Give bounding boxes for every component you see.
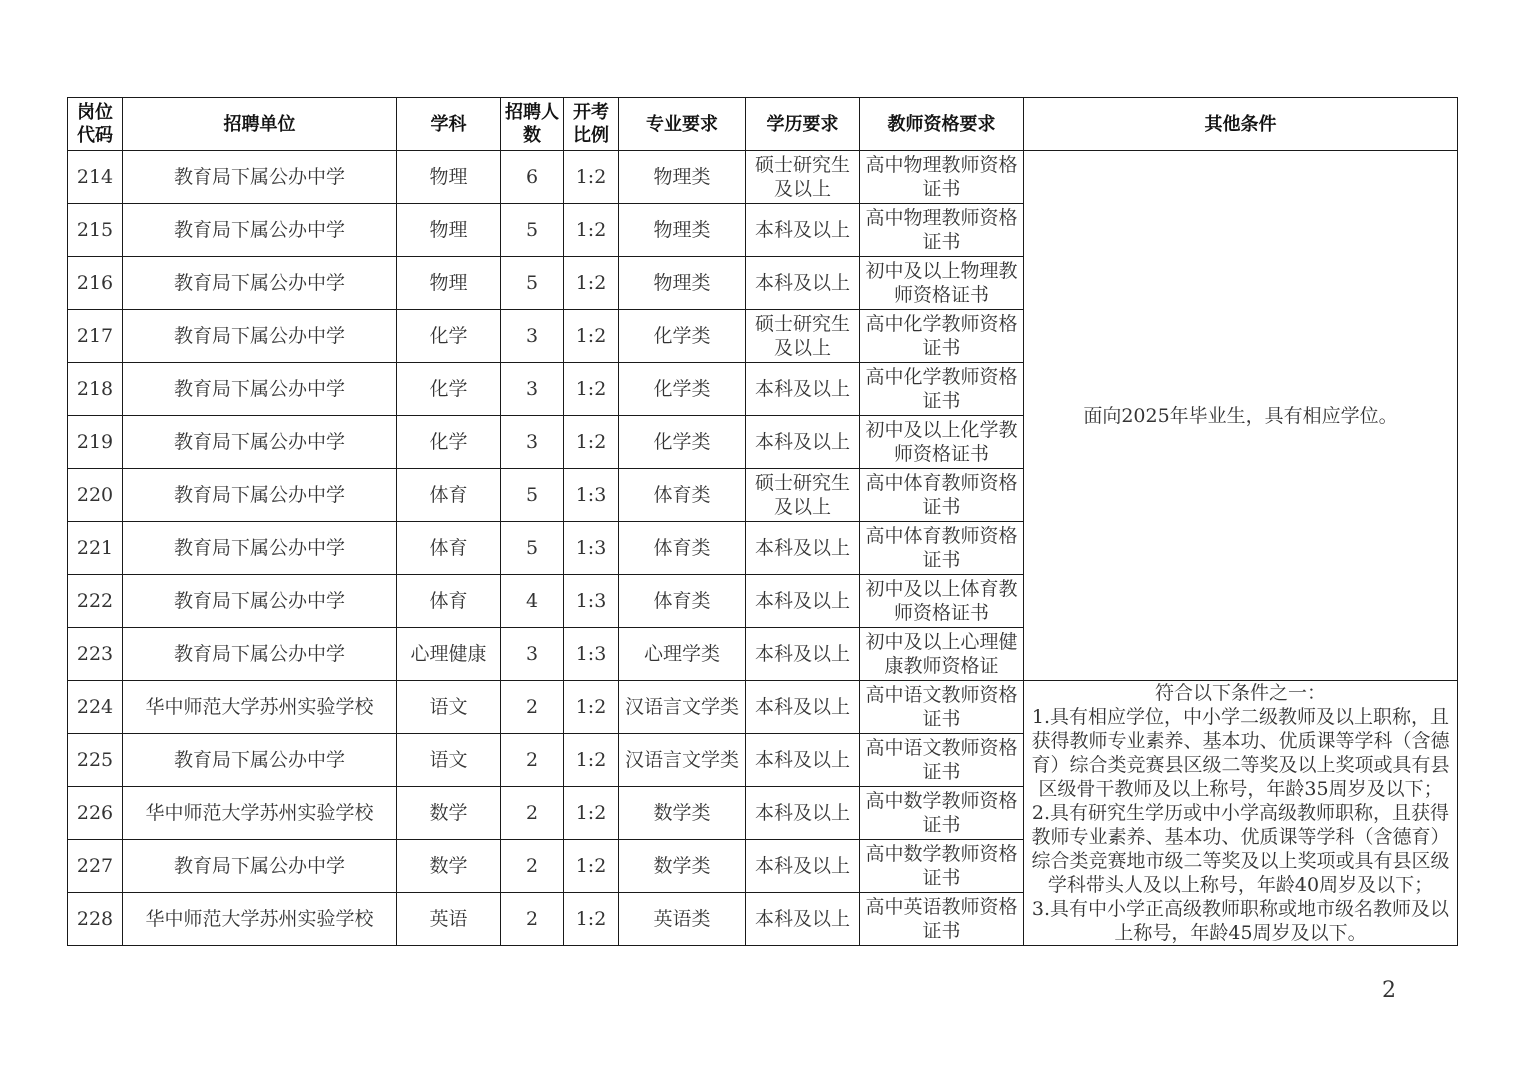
cell-major: 汉语言文学类 [619, 734, 746, 787]
cell-major: 数学类 [619, 840, 746, 893]
cell-education: 本科及以上 [746, 204, 860, 257]
cell-ratio: 1:2 [564, 416, 619, 469]
header-other: 其他条件 [1024, 98, 1458, 151]
cell-code: 215 [68, 204, 123, 257]
cell-subject: 化学 [397, 363, 501, 416]
cell-subject: 语文 [397, 681, 501, 734]
condition-line: 1.具有相应学位，中小学二级教师及以上职称，且获得教师专业素养、基本功、优质课等学科（含德育）综合类竞赛县区级二等奖及以上奖项或具有县区级骨干教师及以上称号，年龄35周岁及以下； [1031, 706, 1450, 800]
cell-code: 225 [68, 734, 123, 787]
table-row [68, 151, 1458, 204]
condition-line: 符合以下条件之一： [1154, 682, 1326, 704]
header-code: 岗位代码 [68, 98, 123, 151]
cell-education: 本科及以上 [746, 628, 860, 681]
cell-major: 物理类 [619, 257, 746, 310]
cell-code: 219 [68, 416, 123, 469]
cell-ratio: 1:2 [564, 151, 619, 204]
cell-certificate: 高中化学教师资格证书 [860, 363, 1024, 416]
cell-certificate: 高中语文教师资格证书 [860, 681, 1024, 734]
cell-education: 本科及以上 [746, 522, 860, 575]
cell-certificate: 高中物理教师资格证书 [860, 151, 1024, 204]
cell-count: 3 [501, 628, 564, 681]
cell-subject: 物理 [397, 257, 501, 310]
cell-ratio: 1:2 [564, 681, 619, 734]
cell-unit: 教育局下属公办中学 [123, 469, 397, 522]
cell-code: 220 [68, 469, 123, 522]
cell-ratio: 1:3 [564, 522, 619, 575]
cell-other-conditions [1024, 151, 1458, 681]
header-ratio: 开考比例 [564, 98, 619, 151]
cell-count: 3 [501, 363, 564, 416]
cell-ratio: 1:3 [564, 575, 619, 628]
header-certificate: 教师资格要求 [860, 98, 1024, 151]
cell-major: 物理类 [619, 204, 746, 257]
cell-count: 2 [501, 787, 564, 840]
page-number: 2 [1382, 978, 1396, 1003]
cell-major: 体育类 [619, 469, 746, 522]
cell-major: 物理类 [619, 151, 746, 204]
cell-major: 体育类 [619, 575, 746, 628]
cell-count: 5 [501, 522, 564, 575]
recruitment-table [67, 97, 1458, 946]
cell-unit: 教育局下属公办中学 [123, 363, 397, 416]
cell-count: 2 [501, 893, 564, 946]
cell-education: 本科及以上 [746, 734, 860, 787]
cell-unit: 教育局下属公办中学 [123, 257, 397, 310]
table-body [68, 151, 1458, 946]
cell-education: 本科及以上 [746, 363, 860, 416]
header-education: 学历要求 [746, 98, 860, 151]
cell-unit: 教育局下属公办中学 [123, 575, 397, 628]
cell-ratio: 1:3 [564, 628, 619, 681]
cell-certificate: 高中体育教师资格证书 [860, 469, 1024, 522]
cell-subject: 物理 [397, 151, 501, 204]
header-row [68, 98, 1458, 151]
header-count: 招聘人数 [501, 98, 564, 151]
cell-education: 硕士研究生及以上 [746, 469, 860, 522]
cell-education: 本科及以上 [746, 840, 860, 893]
cell-unit: 教育局下属公办中学 [123, 840, 397, 893]
cell-code: 224 [68, 681, 123, 734]
cell-certificate: 高中物理教师资格证书 [860, 204, 1024, 257]
cell-certificate: 高中数学教师资格证书 [860, 787, 1024, 840]
cell-count: 5 [501, 469, 564, 522]
cell-ratio: 1:3 [564, 469, 619, 522]
cell-count: 2 [501, 734, 564, 787]
cell-count: 5 [501, 204, 564, 257]
cell-education: 本科及以上 [746, 257, 860, 310]
cell-major: 化学类 [619, 363, 746, 416]
cell-education: 本科及以上 [746, 416, 860, 469]
cell-certificate: 高中体育教师资格证书 [860, 522, 1024, 575]
cell-code: 216 [68, 257, 123, 310]
cell-subject: 数学 [397, 787, 501, 840]
cell-count: 3 [501, 310, 564, 363]
cell-subject: 化学 [397, 416, 501, 469]
cell-major: 英语类 [619, 893, 746, 946]
cell-count: 4 [501, 575, 564, 628]
cell-certificate: 高中英语教师资格证书 [860, 893, 1024, 946]
cell-subject: 语文 [397, 734, 501, 787]
cell-other-conditions [1024, 681, 1458, 946]
cell-certificate: 初中及以上化学教师资格证书 [860, 416, 1024, 469]
cell-ratio: 1:2 [564, 310, 619, 363]
cell-major: 化学类 [619, 416, 746, 469]
cell-certificate: 高中化学教师资格证书 [860, 310, 1024, 363]
cell-education: 硕士研究生及以上 [746, 310, 860, 363]
cell-count: 6 [501, 151, 564, 204]
cell-major: 数学类 [619, 787, 746, 840]
table-row [68, 681, 1458, 734]
condition-line: 3.具有中小学正高级教师职称或地市级名教师及以上称号，年龄45周岁及以下。 [1031, 898, 1450, 944]
cell-certificate: 初中及以上体育教师资格证书 [860, 575, 1024, 628]
condition-line: 2.具有研究生学历或中小学高级教师职称，且获得教师专业素养、基本功、优质课等学科（含德育）综合类竞赛地市级二等奖及以上奖项或具有县区级学科带头人及以上称号，年龄40周岁及以下； [1031, 802, 1450, 896]
header-subject: 学科 [397, 98, 501, 151]
cell-major: 体育类 [619, 522, 746, 575]
cell-ratio: 1:2 [564, 734, 619, 787]
cell-unit: 教育局下属公办中学 [123, 628, 397, 681]
cell-ratio: 1:2 [564, 840, 619, 893]
cell-ratio: 1:2 [564, 363, 619, 416]
header-unit: 招聘单位 [123, 98, 397, 151]
cell-count: 2 [501, 840, 564, 893]
cell-ratio: 1:2 [564, 204, 619, 257]
cell-major: 心理学类 [619, 628, 746, 681]
cell-subject: 体育 [397, 522, 501, 575]
cell-major: 汉语言文学类 [619, 681, 746, 734]
cell-unit: 华中师范大学苏州实验学校 [123, 787, 397, 840]
cell-count: 3 [501, 416, 564, 469]
cell-code: 221 [68, 522, 123, 575]
header-major: 专业要求 [619, 98, 746, 151]
cell-code: 214 [68, 151, 123, 204]
cell-ratio: 1:2 [564, 257, 619, 310]
cell-unit: 教育局下属公办中学 [123, 734, 397, 787]
cell-education: 本科及以上 [746, 575, 860, 628]
cell-education: 本科及以上 [746, 681, 860, 734]
cell-education: 本科及以上 [746, 893, 860, 946]
cell-code: 226 [68, 787, 123, 840]
cell-subject: 物理 [397, 204, 501, 257]
cell-ratio: 1:2 [564, 893, 619, 946]
cell-unit: 华中师范大学苏州实验学校 [123, 681, 397, 734]
cell-major: 化学类 [619, 310, 746, 363]
cell-count: 2 [501, 681, 564, 734]
cell-unit: 教育局下属公办中学 [123, 204, 397, 257]
cell-code: 223 [68, 628, 123, 681]
cell-certificate: 高中数学教师资格证书 [860, 840, 1024, 893]
cell-unit: 教育局下属公办中学 [123, 310, 397, 363]
condition-line: 面向2025年毕业生，具有相应学位。 [1083, 404, 1398, 427]
cell-subject: 体育 [397, 575, 501, 628]
cell-education: 本科及以上 [746, 787, 860, 840]
cell-code: 227 [68, 840, 123, 893]
cell-certificate: 初中及以上物理教师资格证书 [860, 257, 1024, 310]
cell-subject: 英语 [397, 893, 501, 946]
cell-unit: 教育局下属公办中学 [123, 151, 397, 204]
cell-count: 5 [501, 257, 564, 310]
cell-ratio: 1:2 [564, 787, 619, 840]
cell-unit: 华中师范大学苏州实验学校 [123, 893, 397, 946]
cell-subject: 数学 [397, 840, 501, 893]
cell-unit: 教育局下属公办中学 [123, 522, 397, 575]
cell-certificate: 高中语文教师资格证书 [860, 734, 1024, 787]
cell-subject: 心理健康 [397, 628, 501, 681]
cell-subject: 化学 [397, 310, 501, 363]
cell-code: 222 [68, 575, 123, 628]
cell-code: 228 [68, 893, 123, 946]
cell-code: 217 [68, 310, 123, 363]
cell-code: 218 [68, 363, 123, 416]
cell-unit: 教育局下属公办中学 [123, 416, 397, 469]
cell-subject: 体育 [397, 469, 501, 522]
cell-certificate: 初中及以上心理健康教师资格证 [860, 628, 1024, 681]
cell-education: 硕士研究生及以上 [746, 151, 860, 204]
